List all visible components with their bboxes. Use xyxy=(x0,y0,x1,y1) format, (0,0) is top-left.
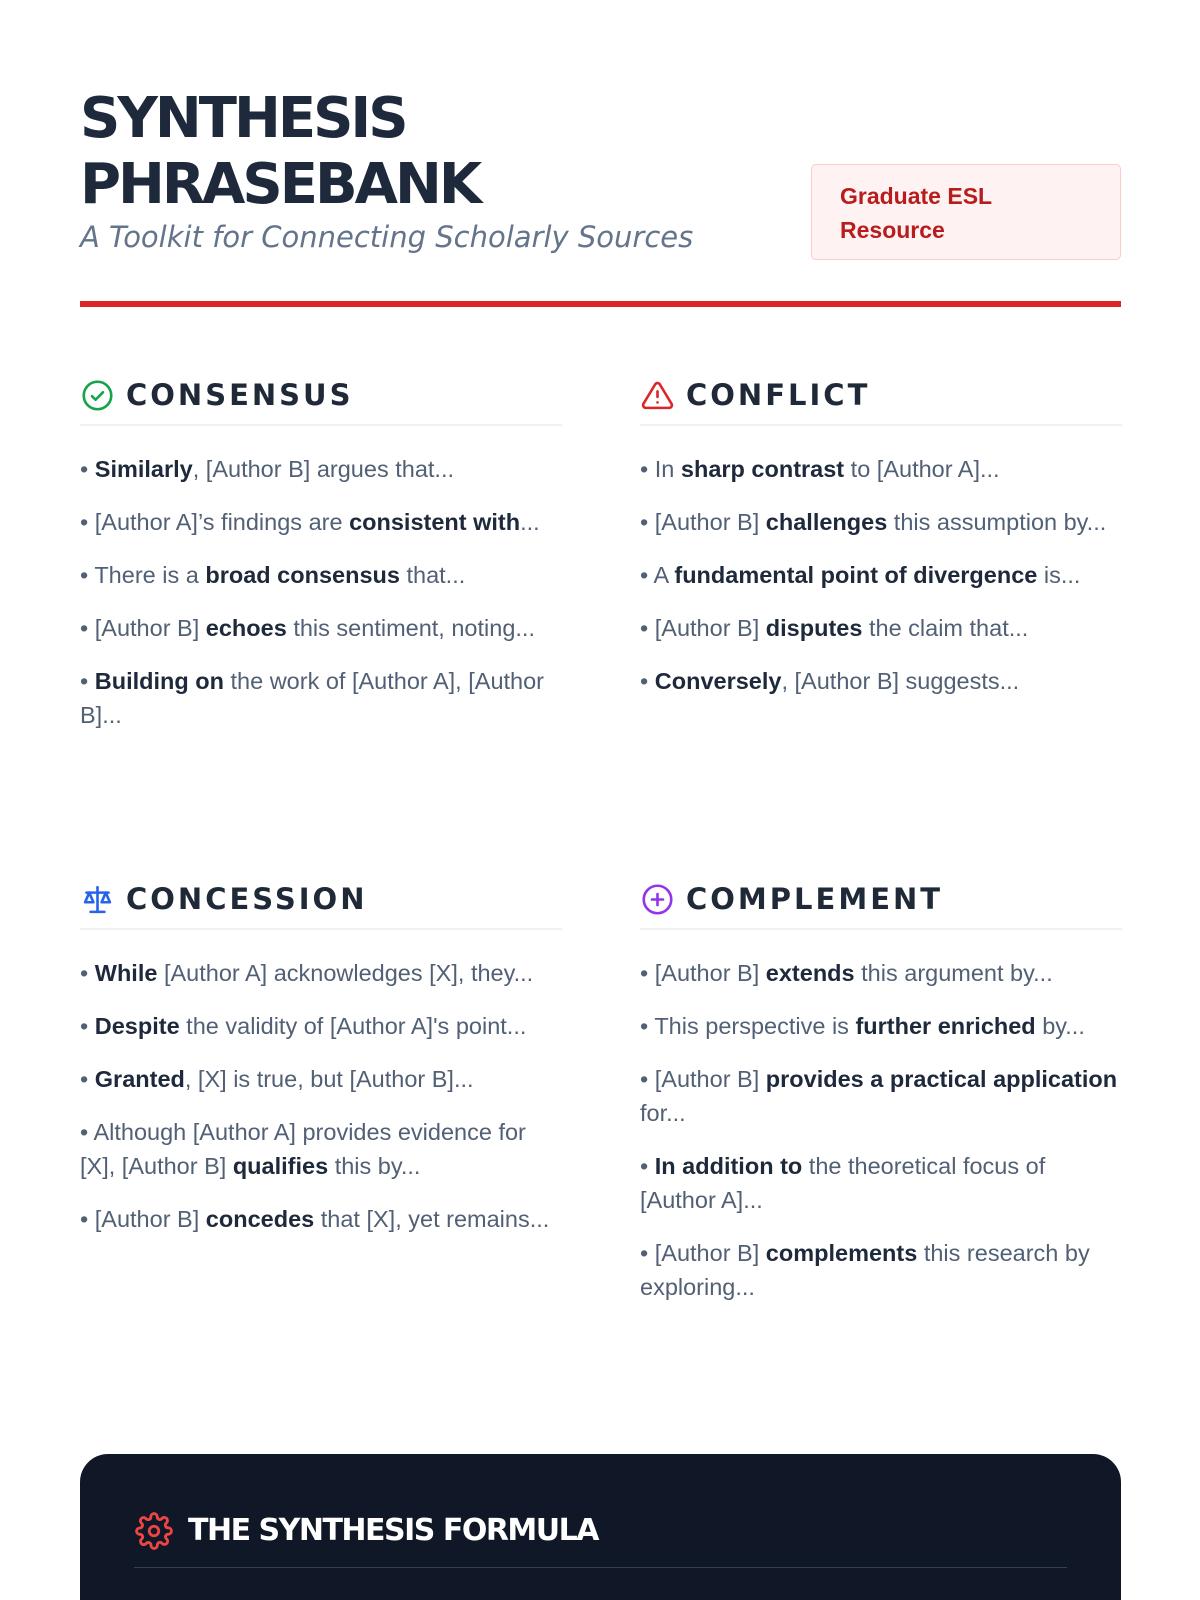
formula-header xyxy=(134,1506,1067,1568)
phrase-text: that [X], yet remains... xyxy=(314,1206,550,1232)
phrase-keyword: fundamental point of divergence xyxy=(674,562,1038,588)
check-circle-icon xyxy=(80,378,114,412)
synthesis-formula-panel xyxy=(80,1454,1121,1600)
phrase-item xyxy=(80,1115,562,1183)
phrase-text: the claim that... xyxy=(862,615,1029,641)
phrase-keyword: further enriched xyxy=(855,1013,1036,1039)
phrase-text: • xyxy=(80,456,95,482)
phrase-text: • xyxy=(80,1013,95,1039)
phrase-text: by... xyxy=(1035,1013,1085,1039)
phrase-item xyxy=(80,1202,562,1236)
phrase-item xyxy=(80,1009,562,1043)
phrase-text: the work of [Author A], [Author B]... xyxy=(80,668,545,728)
phrase-text: • [Author B] xyxy=(640,615,766,641)
phrase-text: • A xyxy=(640,562,675,588)
page-subtitle: A Toolkit for Connecting Scholarly Sources xyxy=(80,220,694,254)
phrase-keyword: Similarly xyxy=(94,456,193,482)
phrase-text: • xyxy=(640,668,655,694)
phrase-text: this sentiment, noting... xyxy=(286,615,535,641)
phrase-text: that... xyxy=(399,562,466,588)
phrase-list xyxy=(640,930,1122,1304)
phrase-text: this argument by... xyxy=(854,960,1053,986)
phrase-item xyxy=(640,1149,1122,1217)
phrase-item xyxy=(640,611,1122,645)
phrase-keyword: challenges xyxy=(765,509,888,535)
phrase-list xyxy=(80,426,562,732)
phrase-keyword: qualifies xyxy=(232,1153,329,1179)
phrase-text: to [Author A]... xyxy=(844,456,1000,482)
phrase-keyword: concedes xyxy=(205,1206,315,1232)
phrase-text: this assumption by... xyxy=(887,509,1107,535)
phrase-text: for... xyxy=(640,1100,686,1126)
plus-circle-icon xyxy=(640,882,674,916)
phrase-keyword: sharp contrast xyxy=(680,456,845,482)
phrase-text: • [Author B] xyxy=(640,960,766,986)
phrase-text: [Author A] acknowledges [X], they... xyxy=(157,960,534,986)
phrase-item xyxy=(80,1062,562,1096)
section-conflict xyxy=(640,366,1122,717)
title-line-2: PHRASEBANK xyxy=(80,152,480,217)
phrase-text: • [Author B] xyxy=(640,1240,766,1266)
phrase-text: • There is a xyxy=(80,562,206,588)
section-title: CONSENSUS xyxy=(126,378,354,412)
phrase-text: the validity of [Author A]'s point... xyxy=(179,1013,527,1039)
phrase-text: • [Author B] xyxy=(640,509,766,535)
phrase-item xyxy=(80,956,562,990)
phrase-text: • In xyxy=(640,456,681,482)
phrase-keyword: Granted xyxy=(94,1066,185,1092)
resource-badge xyxy=(811,164,1121,260)
phrase-keyword: echoes xyxy=(205,615,287,641)
section-title: CONFLICT xyxy=(686,378,871,412)
balance-scale-icon xyxy=(80,882,114,916)
phrase-text: this by... xyxy=(328,1153,421,1179)
phrase-item xyxy=(80,611,562,645)
section-consensus xyxy=(80,366,562,751)
section-complement xyxy=(640,870,1122,1323)
phrase-item xyxy=(640,1009,1122,1043)
phrase-keyword: disputes xyxy=(765,615,863,641)
title-line-1: SYNTHESIS xyxy=(80,86,406,151)
phrase-keyword: provides a practical application xyxy=(765,1066,1118,1092)
phrase-item xyxy=(80,664,562,732)
phrase-item xyxy=(640,956,1122,990)
phrase-text: the theoretical focus of [Author A]... xyxy=(640,1153,1046,1213)
phrase-text: , [Author B] suggests... xyxy=(781,668,1020,694)
section-header xyxy=(640,870,1122,930)
phrase-item xyxy=(80,452,562,486)
phrase-keyword: Despite xyxy=(94,1013,180,1039)
badge-line-2: Resource xyxy=(840,217,945,243)
phrase-text: , [X] is true, but [Author B]... xyxy=(184,1066,474,1092)
phrase-keyword: Conversely xyxy=(654,668,782,694)
phrase-text: , [Author B] argues that... xyxy=(192,456,455,482)
badge-line-1: Graduate ESL xyxy=(840,183,993,209)
phrase-text: • [Author B] xyxy=(80,1206,206,1232)
phrase-item xyxy=(640,452,1122,486)
warning-triangle-icon xyxy=(640,378,674,412)
phrase-text: • [Author B] xyxy=(80,615,206,641)
phrase-text: • xyxy=(80,1066,95,1092)
phrase-text: • xyxy=(640,1153,655,1179)
gear-icon xyxy=(134,1511,174,1551)
phrase-item xyxy=(640,1236,1122,1304)
phrase-keyword: complements xyxy=(765,1240,918,1266)
phrase-keyword: In addition to xyxy=(654,1153,803,1179)
section-header xyxy=(80,366,562,426)
phrase-item xyxy=(640,505,1122,539)
phrase-text: is... xyxy=(1037,562,1081,588)
phrase-keyword: consistent with xyxy=(349,509,521,535)
section-concession xyxy=(80,870,562,1255)
section-title: CONCESSION xyxy=(126,882,368,916)
phrase-text: • Although [Author A] provides evidence for [X], [Author B] xyxy=(80,1119,526,1179)
phrase-item xyxy=(640,1062,1122,1130)
phrase-text: ... xyxy=(520,509,540,535)
phrase-keyword: broad consensus xyxy=(205,562,400,588)
phrase-text: • xyxy=(80,668,95,694)
header-divider xyxy=(80,301,1121,307)
phrase-text: • xyxy=(80,960,95,986)
phrase-item xyxy=(640,664,1122,698)
phrase-keyword: Building on xyxy=(94,668,224,694)
phrase-keyword: While xyxy=(94,960,158,986)
formula-title: THE SYNTHESIS FORMULA xyxy=(188,1513,598,1548)
section-title: COMPLEMENT xyxy=(686,882,944,916)
phrase-item xyxy=(640,558,1122,592)
page-header xyxy=(80,86,1121,306)
phrase-list xyxy=(640,426,1122,698)
phrase-text: • [Author A]’s findings are xyxy=(80,509,350,535)
section-header xyxy=(80,870,562,930)
phrase-keyword: extends xyxy=(765,960,855,986)
phrase-text: • [Author B] xyxy=(640,1066,766,1092)
phrase-list xyxy=(80,930,562,1236)
section-header xyxy=(640,366,1122,426)
phrase-item xyxy=(80,558,562,592)
phrase-text: • This perspective is xyxy=(640,1013,856,1039)
phrase-text: this research by exploring... xyxy=(640,1240,1090,1300)
phrase-item xyxy=(80,505,562,539)
